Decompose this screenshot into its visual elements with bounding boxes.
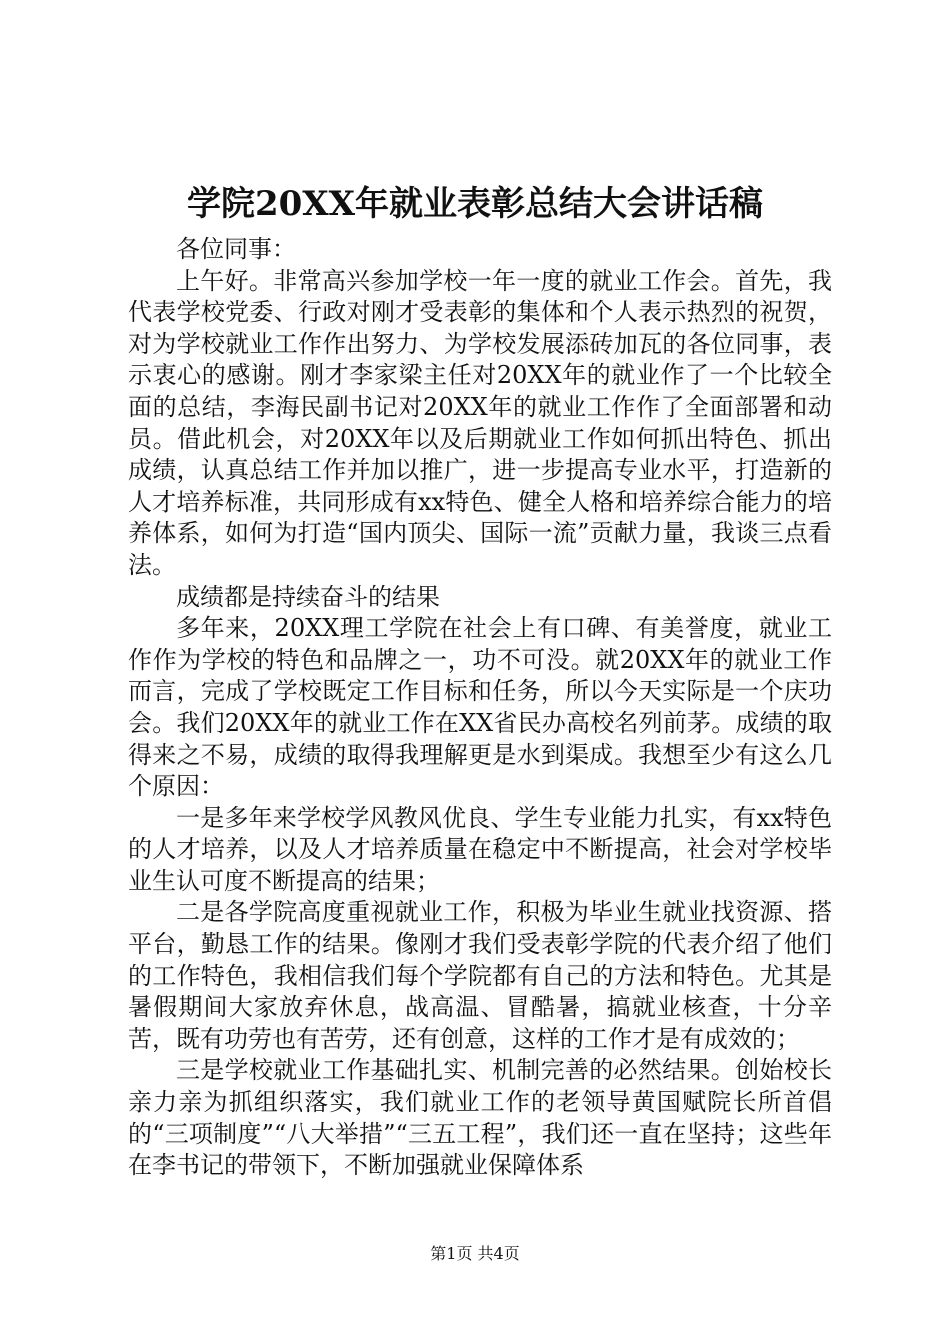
section-heading: 成绩都是持续奋斗的结果 [176, 582, 440, 611]
body-paragraph: 上午好。非常高兴参加学校一年一度的就业工作会。首先，我代表学校党委、行政对刚才受表彰的集体和个人表示热烈的祝贺，对为学校就业工作作出努力、为学校发展添砖加瓦的各位同事，表示衷心的感谢。刚才李家梁主任对20XX年的就业作了一个比较全面的总结，李海民副书记对20XX年的就业工作作了全面部署和动员。借此机会，对20XX年以及后期就业工作如何抓出特色、抓出成绩，认真总结工作并加以推广，进一步提高专业水平，打造新的人才培养标准，共同形成有xx特色、健全人格和培养综合能力的培养体系，如何为打造“国内顶尖、国际一流”贡献力量，我谈三点看法。 [128, 266, 832, 579]
body-paragraph: 二是各学院高度重视就业工作，积极为毕业生就业找资源、搭平台，勤恳工作的结果。像刚才我们受表彰学院的代表介绍了他们的工作特色，我相信我们每个学院都有自己的方法和特色。尤其是暑假期间大家放弃休息，战高温、冒酷暑，搞就业核查，十分辛苦，既有功劳也有苦劳，还有创意，这样的工作才是有成效的； [128, 898, 832, 1053]
body-paragraph: 多年来，20XX理工学院在社会上有口碑、有美誉度，就业工作作为学校的特色和品牌之一，功不可没。就20XX年的就业工作而言，完成了学校既定工作目标和任务，所以今天实际是一个庆功会。我们20XX年的就业工作在XX省民办高校名列前茅。成绩的取得来之不易，成绩的取得我理解更是水到渠成。我想至少有这么几个原因： [128, 614, 832, 801]
page-number-footer: 第1页 共4页 [430, 1244, 520, 1263]
body-paragraph: 三是学校就业工作基础扎实、机制完善的必然结果。创始校长亲力亲为抓组织落实，我们就业工作的老领导黄国赋院长所首倡的“三项制度”“八大举措”“三五工程”，我们还一直在坚持；这些年在李书记的带领下，不断加强就业保障体系 [128, 1056, 832, 1180]
salutation-paragraph: 各位同事： [176, 235, 296, 263]
document-body [128, 234, 832, 1182]
body-paragraph: 一是多年来学校学风教风优良、学生专业能力扎实，有xx特色的人才培养，以及人才培养质量在稳定中不断提高，社会对学校毕业生认可度不断提高的结果； [128, 803, 832, 895]
document-title: 学院20XX年就业表彰总结大会讲话稿 [186, 184, 764, 224]
